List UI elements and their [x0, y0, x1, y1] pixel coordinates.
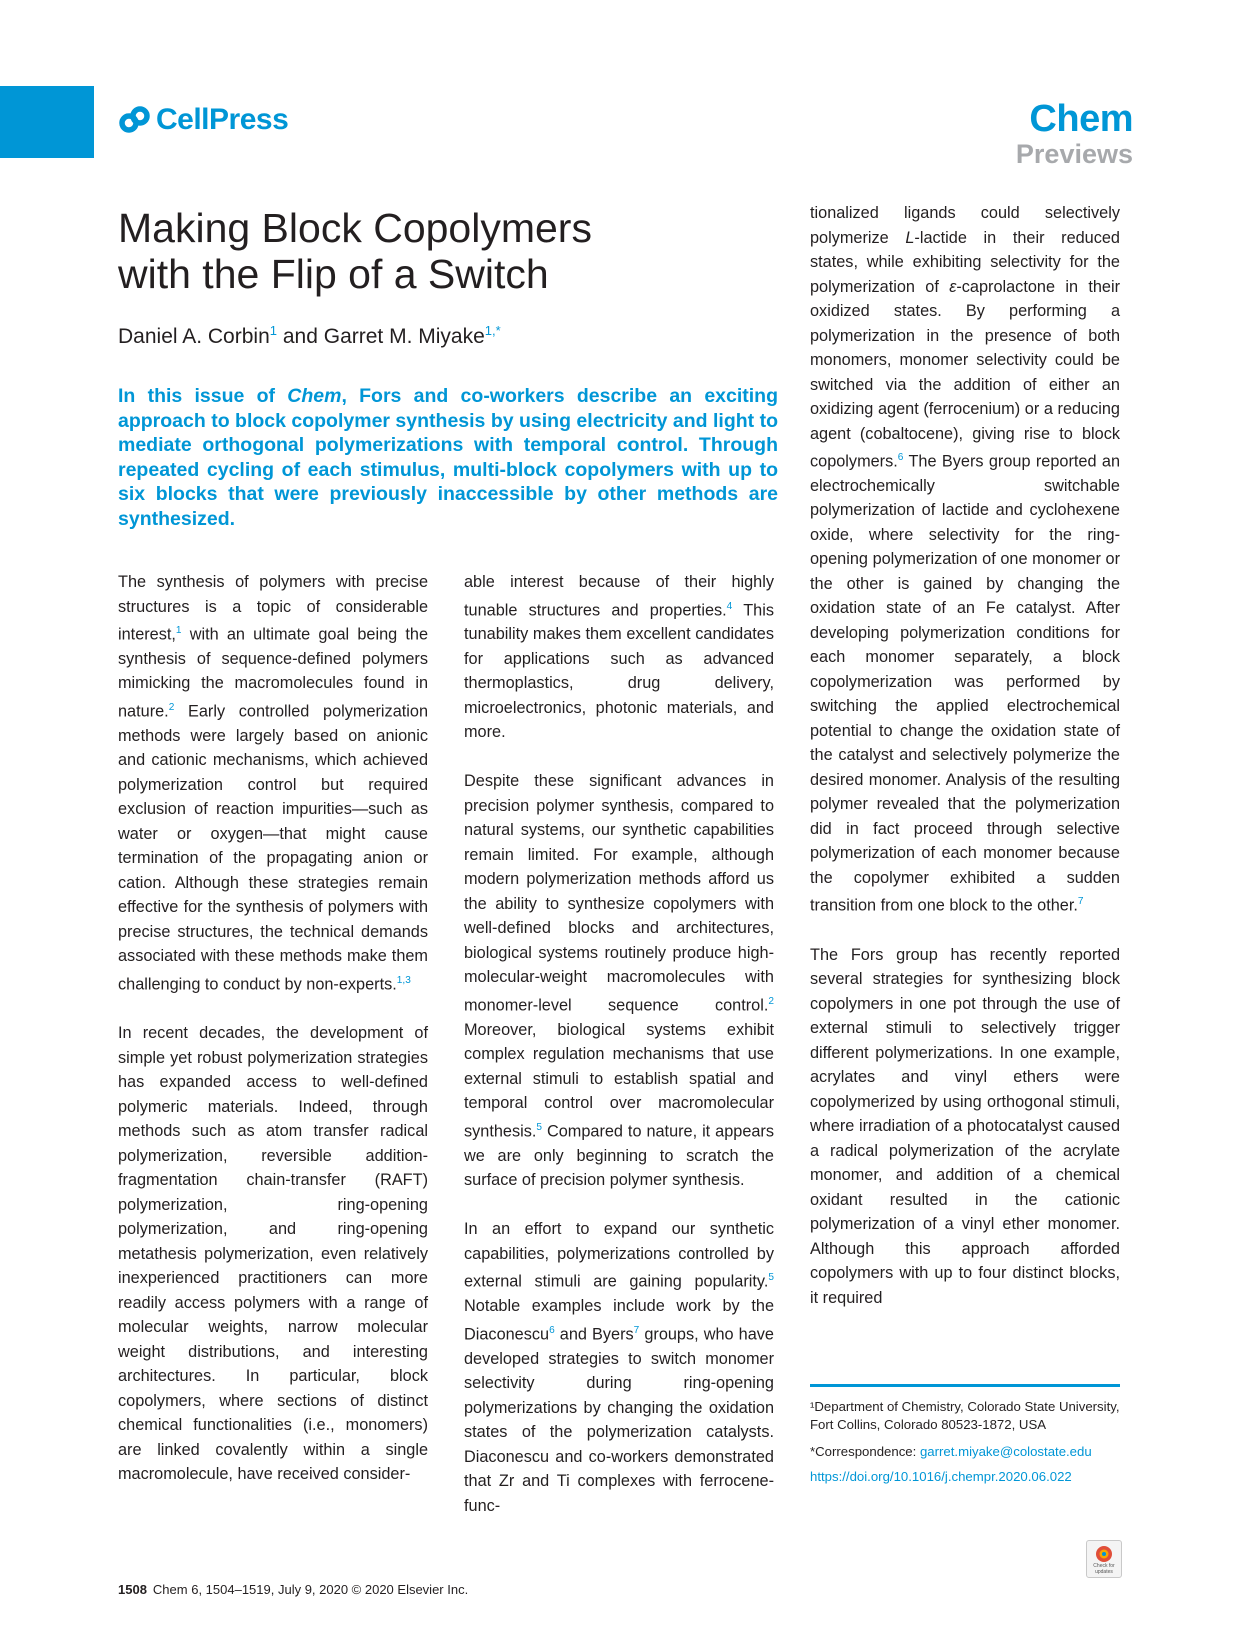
body-paragraph — [464, 769, 774, 1192]
body-italic: ε — [949, 277, 957, 296]
page-footer — [118, 1582, 468, 1597]
body-text: Early controlled polymerization methods were largely based on anionic and cationic mechanisms, which achieved polymerization control but required exclusion of reaction impurities—such as water or oxygen—that might cause termination of the propagating anion or cation. Although these strategies remain effective for the synthesis of polymers with precise structures, the technical demands associated with these methods make them challenging to conduct by non-experts. — [118, 702, 428, 994]
body-italic: L — [905, 228, 915, 247]
author-name: Garret M. Miyake — [323, 325, 485, 348]
body-text: and Byers — [554, 1325, 634, 1344]
abstract-text: In this issue of — [118, 385, 288, 407]
citation-ref[interactable]: 7 — [1077, 896, 1084, 908]
body-paragraph — [464, 1217, 774, 1518]
body-paragraph — [810, 201, 1120, 918]
body-paragraph — [118, 570, 428, 997]
publisher-name: CellPress — [156, 103, 289, 136]
section-label: Previews — [1015, 139, 1133, 169]
body-paragraph — [464, 570, 774, 745]
affiliation-ref[interactable]: 1,* — [484, 323, 501, 338]
citation-ref[interactable]: 6 — [549, 1324, 555, 1336]
citation-ref[interactable]: 1,3 — [396, 974, 411, 986]
correspondence-note — [810, 1443, 1130, 1461]
title-line-1: Making Block Copolymers — [118, 205, 592, 251]
body-text: In an effort to expand our synthetic capabilities, polymerizations controlled by external stimuli are gaining popularity. — [464, 1220, 774, 1291]
page-number: 1508 — [118, 1582, 147, 1597]
citation-line: Chem 6, 1504–1519, July 9, 2020 © 2020 Elsevier Inc. — [152, 1582, 469, 1597]
citation-ref[interactable]: 2 — [768, 995, 774, 1007]
title-line-2: with the Flip of a Switch — [118, 251, 549, 297]
body-text: tionalized ligands could selectively polymerize — [810, 204, 1120, 247]
body-paragraph: The Fors group has recently reported several strategies for synthesizing block copolymers in one pot through the use of external stimuli to selectively trigger different polymerizations. In one example, acrylates and vinyl ethers were copolymerized by using orthogonal stimuli, where irradiation of a photocatalyst caused a radical polymerization of the acrylate monomer, and addition of a chemical oxidant resulted in the cationic polymerization of a vinyl ether monomer. Although this approach afforded copolymers with up to four distinct blocks, it required — [810, 945, 1120, 1307]
citation-ref[interactable]: 5 — [536, 1121, 543, 1133]
body-text: This tunability makes them excellent candidates for applications such as advanced thermoplastics, drug delivery, microelectronics, photonic materials, and more. — [464, 600, 774, 742]
body-text: The Byers group reported an electrochemically switchable polymerization of lactide and cyclohexene oxide, where selectivity for the ring-opening polymerization of one monomer or the other is gained by changing the oxidation state of an Fe catalyst. After developing polymerization conditions for each monomer separately, a block copolymerization was performed by switching the applied electrochemical potential to change the oxidation state of the catalyst and selectively polymerize the desired monomer. Analysis of the resulting polymer revealed that the polymerization did in fact proceed through selective polymerization of each monomer because the copolymer exhibited a sudden transition from one block to the other. — [810, 452, 1120, 915]
cellpress-logo[interactable] — [118, 103, 288, 137]
cellpress-logo-icon — [118, 105, 152, 135]
badge-label: Check for updates — [1093, 1563, 1115, 1575]
body-column-2 — [464, 570, 774, 1543]
citation-ref[interactable]: 4 — [726, 600, 733, 612]
abstract — [118, 384, 778, 532]
body-text: -caprolactone in their oxidized states. By performing a polymerization in the presence of both monomers, monomer selectivity could be switched via the addition of either an oxidizing agent (ferrocenium) or a reducing agent (cobaltocene), giving rise to block copolymers. — [810, 277, 1120, 471]
body-text: with an ultimate goal being the synthesis of sequence-defined polymers mimicking the macromolecules found in nature. — [118, 625, 428, 721]
body-text: Moreover, biological systems exhibit complex regulation mechanisms that use external stimuli to establish spatial and temporal control over macromolecular synthesis. — [464, 1020, 774, 1141]
citation-ref[interactable]: 1 — [175, 625, 182, 636]
affiliation-note: ¹Department of Chemistry, Colorado State University, Fort Collins, Colorado 80523-1872, USA — [810, 1399, 1120, 1432]
citation-ref[interactable]: 6 — [897, 452, 904, 463]
correspondence-label: *Correspondence: — [810, 1444, 920, 1459]
author-conjunction: and — [282, 325, 318, 348]
citation-ref[interactable]: 7 — [633, 1324, 640, 1336]
body-text: -lactide in their reduced states, while exhibiting selectivity for the polymerization of — [810, 228, 1120, 296]
footnote-divider — [810, 1384, 1120, 1387]
citation-ref[interactable]: 2 — [168, 701, 175, 713]
body-text: able interest because of their highly tunable structures and properties. — [464, 573, 774, 619]
affiliation-ref[interactable]: 1 — [269, 323, 277, 338]
check-for-updates-badge[interactable] — [1086, 1540, 1122, 1578]
email-link[interactable]: garret.miyake@colostate.edu — [919, 1444, 1092, 1459]
citation-ref[interactable]: 5 — [768, 1272, 774, 1284]
abstract-text: , Fors and co-workers describe an exciting approach to block copolymer synthesis by using electricity and light to mediate orthogonal polymerizations with temporal control. Through repeated cycling of each stimulus, multi-block copolymers with up to six blocks that were previously inaccessible by other methods are synthesized. — [118, 385, 779, 530]
body-column-3 — [810, 201, 1120, 1335]
footnotes — [810, 1398, 1130, 1485]
body-text: The synthesis of polymers with precise structures is a topic of considerable interest, — [118, 573, 428, 644]
abstract-journal-name: Chem — [287, 385, 342, 407]
body-paragraph: In recent decades, the development of simple yet robust polymerization strategies has expanded access to well-defined polymeric materials. Indeed, through methods such as atom transfer radical polymerization, reversible addition-fragmentation chain-transfer (RAFT) polymerization, ring-opening polymerization, and ring-opening metathesis polymerization, even relatively inexperienced practitioners can more readily access polymers with a range of molecular weights, narrow molecular weight distributions, and interesting architectures. In particular, block copolymers, where sections of distinct chemical functionalities (i.e., monomers) are linked covalently within a single macromolecule, have received consider- — [118, 1024, 428, 1484]
corner-color-block — [0, 86, 94, 158]
body-text: Despite these significant advances in precision polymer synthesis, compared to natural systems, our synthetic capabilities remain limited. For example, although modern polymerization methods afford us the ability to synthesize copolymers with well-defined blocks and architectures, biological systems routinely produce high-molecular-weight macromolecules with monomer-level sequence control. — [464, 772, 774, 1015]
body-text: groups, who have developed strategies to switch monomer selectivity during ring-opening polymerizations by changing the oxidation states of the polymerization catalysts. Diaconescu and co-workers demonstrated that Zr and Ti complexes with ferrocene-func- — [464, 1325, 774, 1515]
article-title — [118, 205, 678, 297]
journal-branding — [1016, 100, 1133, 170]
journal-name: Chem — [1029, 98, 1133, 140]
author-list — [118, 323, 501, 349]
body-text: Notable examples include work by the Diaconescu — [464, 1297, 774, 1344]
body-text: Compared to nature, it appears we are only beginning to scratch the surface of precision polymer synthesis. — [464, 1122, 774, 1190]
doi-link[interactable]: https://doi.org/10.1016/j.chempr.2020.06.022 — [810, 1468, 1072, 1484]
author-name: Daniel A. Corbin — [118, 325, 270, 348]
body-column-1 — [118, 570, 428, 1511]
